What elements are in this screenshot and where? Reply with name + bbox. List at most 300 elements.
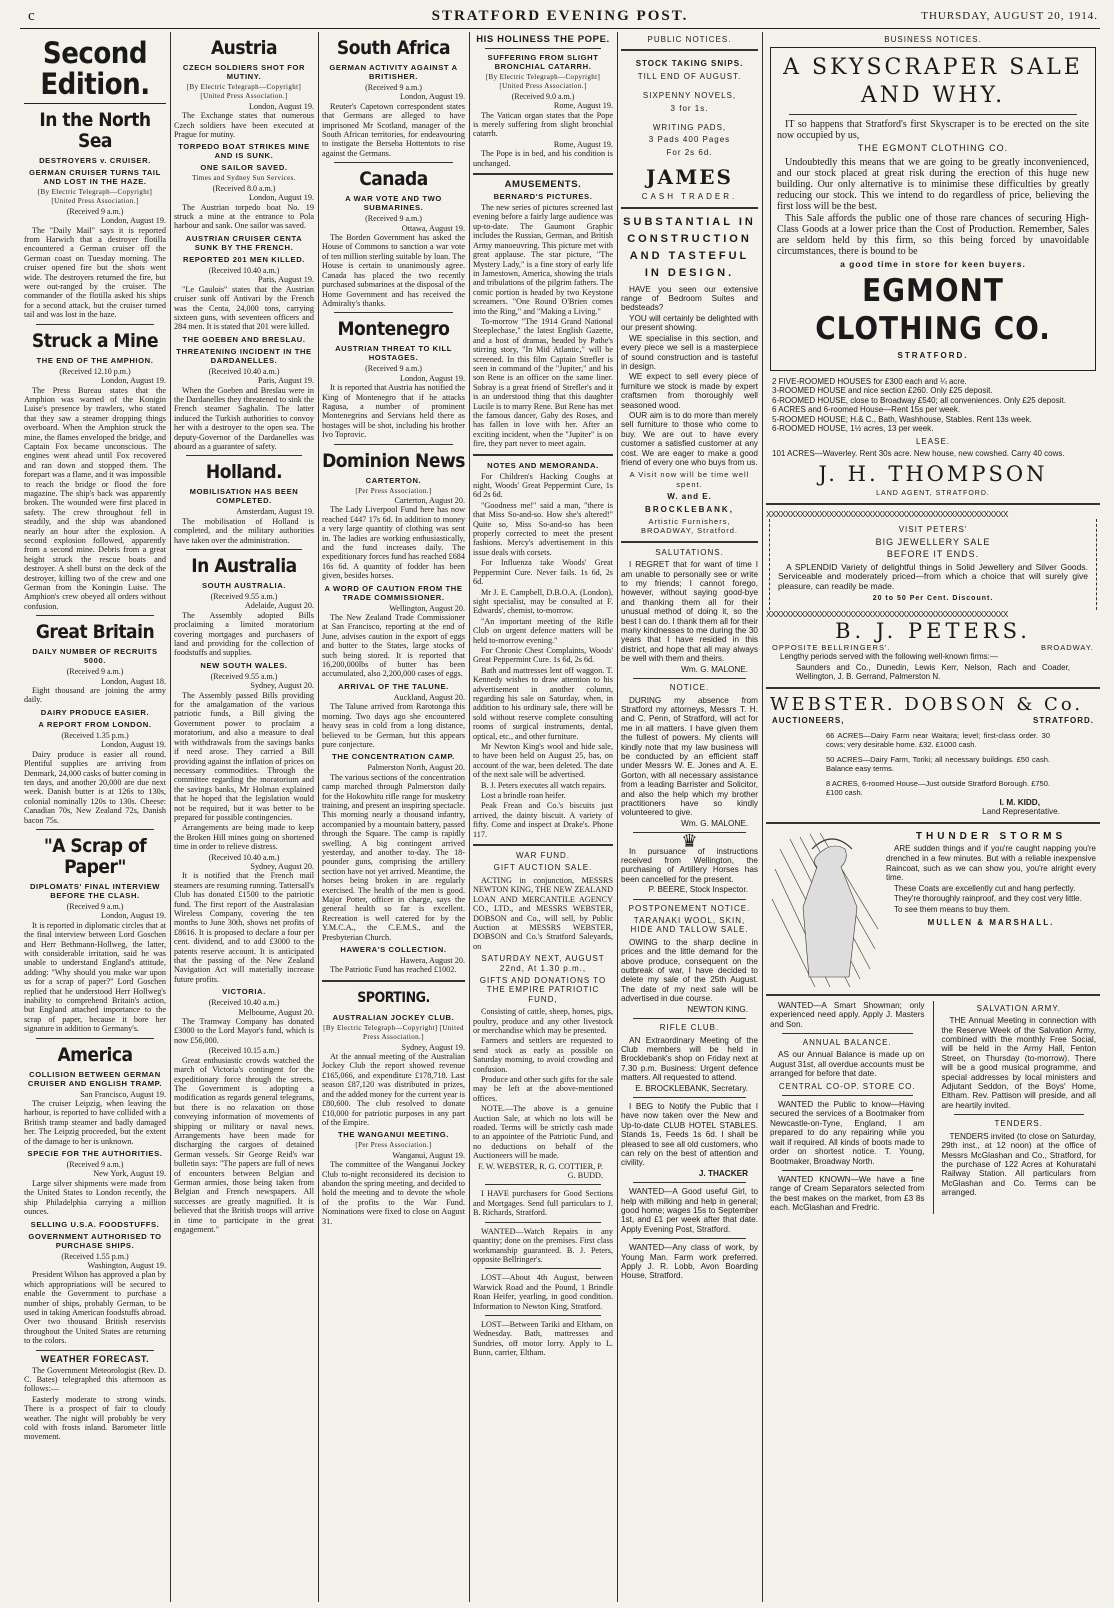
notice-paragraph: In pursuance of instructions received from Wellington, the purchasing of Artillery Horses has been cancelled for the present. bbox=[621, 846, 758, 884]
article-paragraph: It is notified that the French mail steamers are resuming running. Tattersall's Club has donated £1500 to the patriotic fund. The first report of the Australasian Wireless Company, covering the ten months to June 30th, shows net profits of £8616. It is proposed to declare a four per cent. dividend, and to add £3000 to the patents reserve account. It is anticipated that the passing of the New Zealand Navigation Act will materially increase future profits. bbox=[174, 871, 314, 984]
dateline: Sydney, August 20. bbox=[250, 861, 314, 871]
listing-line: 8 ACRES, 6-roomed House—Just outside Stratford Borough. £750. £100 cash. bbox=[826, 779, 1050, 797]
page-mark: c bbox=[28, 8, 35, 24]
signature: J. THACKER bbox=[698, 1168, 748, 1178]
ad-heading: BEFORE IT ENDS. bbox=[886, 549, 980, 560]
article-paragraph: The committee of the Wanganui Jockey Club to-night reconsidered its decision to abandon the spring meeting, and decided to hold the meeting and to devote the whole of the profits to the War Fund. Nominations were fixed to close on August 31. bbox=[322, 1160, 465, 1226]
dateline: London, August 19. bbox=[100, 740, 166, 750]
article-paragraph: For Children's Hacking Coughs at night, Woods' Great Peppermint Cure, 1s 6d 2s 6d. bbox=[473, 471, 613, 500]
article-paragraph: The mobilisation of Holland is completed, and the military authorities have taken over the administration. bbox=[174, 516, 314, 545]
received-line: (Received 10.40 a.m.) bbox=[208, 998, 280, 1008]
received-line: (Received 10.40 a.m.) bbox=[208, 265, 280, 275]
subheading: CZECH SOLDIERS SHOT FOR MUTINY. bbox=[182, 63, 306, 81]
listing-line: 6-ROOMED HOUSE, 1½ acres, 13 per week. bbox=[772, 424, 934, 434]
notice-heading: POSTPONEMENT NOTICE. bbox=[628, 903, 751, 913]
subheading: DAIRY PRODUCE EASIER. bbox=[40, 707, 150, 717]
subheading: THE END OF THE AMPHION. bbox=[36, 355, 154, 365]
divider bbox=[334, 162, 453, 163]
ad-line: 3 for 1s. bbox=[670, 103, 709, 113]
dateline: Rome, August 19. bbox=[553, 139, 613, 149]
dateline: Wellington, August 20. bbox=[389, 603, 465, 613]
divider bbox=[36, 829, 154, 830]
headline: AMUSEMENTS. bbox=[504, 179, 582, 191]
column-rule bbox=[469, 32, 470, 1602]
ad-line: 3 Pads 400 Pages bbox=[648, 135, 731, 145]
article-paragraph: The Borden Government has asked the House of Commons to sanction a war vote of ten million sterling suitable by loan. The House is certain to unanimously agree. Canada has placed the two recently purchased submarines at the disposal of the Home Government and has received the Admiralty's thanks. bbox=[322, 233, 465, 308]
subheading: SUFFERING FROM SLIGHT BRONCHIAL CATARRH. bbox=[487, 53, 599, 71]
notice-heading: NOTICE. bbox=[669, 683, 710, 693]
divider bbox=[186, 455, 302, 456]
divider bbox=[789, 114, 1077, 115]
subheading: MOBILISATION HAS BEEN COMPLETED. bbox=[189, 487, 299, 506]
notice-heading: SALUTATIONS. bbox=[655, 547, 724, 557]
advertiser-sub: BROADWAY. bbox=[1040, 642, 1094, 652]
ad-paragraph: These Coats are excellently cut and hang perfectly. bbox=[894, 883, 1076, 893]
thunder-storms-copy bbox=[886, 829, 1096, 989]
subheading: GERMAN ACTIVITY AGAINST A BRITISHER. bbox=[329, 63, 458, 81]
signature: P. BEERE, Stock Inspector. bbox=[648, 885, 748, 895]
column-rule bbox=[762, 32, 763, 1602]
classified-ad: WANTED—A Smart Showman; only experienced need apply. Apply J. Masters and Son. bbox=[770, 1000, 925, 1029]
advertiser-address bbox=[766, 643, 1100, 652]
divider bbox=[633, 678, 746, 679]
subheading: VICTORIA. bbox=[222, 987, 266, 997]
signature: NEWTON KING. bbox=[687, 1004, 748, 1014]
dateline: London, August 19. bbox=[100, 376, 166, 386]
ad-heading: AND WHY. bbox=[860, 83, 1006, 109]
signature: E. BROCKLEBANK, Secretary. bbox=[635, 1083, 748, 1093]
notice-heading: TENDERS. bbox=[994, 1119, 1043, 1129]
received-line: (Received 9 a.m.) bbox=[66, 901, 124, 911]
signature: CENTRAL CO-OP. STORE CO. bbox=[778, 1081, 916, 1091]
ad-heading: A SKYSCRAPER SALE bbox=[783, 55, 1083, 81]
notice-subheading: TARANAKI WOOL, SKIN, HIDE AND TALLOW SALE. bbox=[630, 916, 749, 935]
dateline: Rome, August 19. bbox=[553, 101, 613, 111]
article-paragraph: The Tramway Company has donated £3000 to the Lord Mayor's fund, which is now £56,000. bbox=[174, 1017, 314, 1045]
credit-line: [Per Press Association.] bbox=[355, 1141, 432, 1150]
ad-paragraph: To see them means to buy them. bbox=[894, 904, 1011, 914]
received-line: (Received 9 a.m.) bbox=[66, 206, 124, 216]
article-paragraph: The Assembly passed Bills providing for the amalgamation of the various patriotic funds, a Bill giving the Government power to proclaim a moratorium, and also a measure to deal with withdrawals from the savings banks if need arose. They carried a Bill providing against the inflation of prices on necessary commodities. Through the committee regarding the moratorium and the savings banks, Mr Holman explained that he hoped that the legislation would not be required, but it was better to be prepared for possible contingencies. bbox=[174, 690, 314, 822]
credit-line: Times and Sydney Sun Services. bbox=[192, 174, 296, 183]
notice-paragraph: I REGRET that for want of time I am unable to personally see or write to my friends; I cannot forego, however, without saying good-bye and thanking them all for their unusual method of doing it, so the best I can do. I thank them all for their many kindnesses to me during the 30 years that I have resided in this district, and hope that all may always be well with them and theirs. bbox=[621, 560, 758, 664]
ad-paragraph: WE specialise in this section, and every piece we sell is a masterpiece of sound construction and is tasteful in design. bbox=[621, 333, 758, 371]
issue-date: THURSDAY, AUGUST 20, 1914. bbox=[921, 10, 1098, 22]
classified-ad: WANTED—A Good useful Girl, to help with milking and help in general; good home; wages 15s to September 1st, and £1 per week after that date. Apply Evening Post, Stratford. bbox=[621, 1187, 758, 1234]
royal-crest-icon: ♛ bbox=[681, 831, 698, 852]
notice-paragraph: DURING my absence from Stratford my attorneys, Messrs T. H. and C. Penn, of Stratford, will act for me in all matters. I have given them the fullest of powers. My clients will kindly note that my law business will be conducted by an efficient staff under Messrs W. E. Jones and A. E. Gorton, with all necessary assistance from a leading Barrister and Solicitor, and also the help which my brother practitioners have so kindly volunteered to give. bbox=[621, 695, 758, 818]
dateline: New York, August 19. bbox=[93, 1169, 166, 1179]
notice-emphasis: SATURDAY NEXT, AUGUST 22nd, At 1.30 p.m., bbox=[481, 954, 605, 973]
credit-line: [By Electric Telegraph—Copyright] [United Press Association.] bbox=[485, 73, 601, 91]
classified-column-right bbox=[942, 1001, 1097, 1214]
column-1 bbox=[24, 32, 166, 1604]
dateline: Melbourne, August 20. bbox=[238, 1007, 314, 1017]
dateline: Wanganui, August 19. bbox=[392, 1150, 465, 1160]
article-paragraph: The Exchange states that numerous Czech soldiers have been executed at Prague for mutiny. bbox=[174, 111, 314, 140]
subheading: TORPEDO BOAT STRIKES MINE AND IS SUNK. bbox=[178, 142, 310, 161]
advertiser-name: JAMES bbox=[646, 165, 733, 190]
classified-ad: WANTED the Public to know—Having secured the services of a Bootmaker from Newcastle-on-Tyne, England, I am prepared to do any repairing while you wait if required. All kinds of boots made to order on shortest notice. T. Young, Bootmaker, Broadway North. bbox=[770, 1100, 925, 1166]
divider bbox=[36, 615, 154, 616]
article-paragraph: Dairy produce is easier all round. Plentiful supplies are arriving from Denmark, 24,000 casks of butter coming in ten days, and another 20,000 are due next week. Danish butter is at 126s to 130s, colonial nominally 120s to 130s. Cheese: Canadian 70s, New Zealand 72s, Danish bacon 75s. bbox=[24, 749, 166, 825]
article-paragraph: "An important meeting of the Rifle Club on urgent defence matters will be held to-morrow evening." bbox=[473, 616, 613, 645]
advertiser-name: BROCKLEBANK, bbox=[645, 504, 734, 514]
dateline: Hawera, August 20. bbox=[399, 956, 465, 966]
notice-paragraph: NOTE.—The above is a genuine Auction Sale, at which no lots will be roaded. Terms will be strictly cash made to an appointee of the Patriotic Fund, and no deductions on behalf of the Auctioneers will be made. bbox=[473, 1104, 613, 1161]
advertiser-sub: CASH TRADER. bbox=[641, 192, 738, 202]
subheading: GIFT AUCTION SALE. bbox=[493, 863, 593, 873]
ad-paragraph: Undoubtedly this means that we are going to be greatly inconvenienced, and our stock placed at great risk during the erection of this huge new building. Our only alternative is to minimise these difficulties by greatly reducing our stock. This we intend to do regardless of price, believing the first loss will be the best. bbox=[777, 156, 1089, 212]
article-paragraph: The Assembly adopted Bills proclaiming a limited moratorium covering mortgages and purchasers of land and providing for the collection of foodstuffs and supplies. bbox=[174, 610, 314, 658]
notice-heading: ANNUAL BALANCE. bbox=[802, 1038, 892, 1048]
notice-paragraph: AN Extraordinary Meeting of the Club members will be held in Brocklebank's shop on Friday next at 7.30 p.m. Business: Urgent defence matters. All requested to attend. bbox=[621, 1035, 758, 1083]
divider bbox=[473, 454, 613, 456]
dateline: London, August 19. bbox=[100, 911, 166, 921]
divider bbox=[334, 312, 453, 313]
divider bbox=[621, 541, 758, 543]
classified-ad: I HAVE purchasers for Good Sections and Mortgages. Send full particulars to J. B. Richards, Stratford. bbox=[473, 1189, 613, 1218]
subheading: AUSTRALIAN JOCKEY CLUB. bbox=[332, 1012, 455, 1022]
signature: I. M. KIDD, bbox=[999, 798, 1040, 807]
article-paragraph: The Press Bureau states that the Amphion was warned of the Konigin Luise's presence by trawlers, who stated that they saw a steamer dropping things overboard. When the Amphion struck the mine, the flames enveloped the bridge, and Captain Fox became unconscious. The engines went ahead until Fox recovered and ran down and stopped them. The forepart was a flame, and it was impossible to reach the bridge or flood the fore magazine. The ship's back was apparently broken. The wounded were first placed in safety. The crew throughout fell in steadily, and the ship was abandoned nearly an hour after the explosion. A second explosion followed, apparently from a second mine. Debris from a great height struck the rescue boats and destroyer. A shell burst on the deck of the destroyer, killing two of the crew and one German from the Koningin Luise. The Amphion's crew obeyed all orders without confusion. bbox=[24, 385, 166, 611]
received-line: (Received 9 a.m.) bbox=[66, 667, 124, 677]
dateline: Amsterdam, August 19. bbox=[236, 507, 314, 517]
dateline: Washington, August 19. bbox=[87, 1260, 166, 1270]
notice-paragraph: AS our Annual Balance is made up on August 31st, all overdue accounts must be arranged for before that date. bbox=[770, 1050, 925, 1079]
subheading: A REPORT FROM LONDON. bbox=[38, 719, 152, 729]
subheading: DAILY NUMBER OF RECRUITS 5000. bbox=[32, 647, 158, 666]
article-paragraph: The cruiser Leipzig, when leaving the harbour, is reported to have collided with a British tramp steamer and badly damaged her. The Leipzig proceeded, but the extent of the damage to her is unknown. bbox=[24, 1099, 166, 1146]
ad-line: 20 to 50 Per Cent. Discount. bbox=[872, 595, 994, 603]
subheading: GOVERNMENT AUTHORISED TO PURCHASE SHIPS. bbox=[28, 1231, 162, 1250]
subheading: GERMAN CRUISER TURNS TAIL AND LOST IN THE HAZE. bbox=[29, 168, 161, 186]
ad-line: VISIT PETERS' bbox=[898, 525, 968, 535]
notice-paragraph: I BEG to Notify the Public that I have now taken over the New and Up-to-date CLUB HOTEL STABLES. Stands 1s, Feeds 1s 6d. I shall be pleased to see all old customers, who can rely on the best of attention and civility. bbox=[621, 1101, 758, 1168]
received-line: (Received 1.55 p.m.) bbox=[61, 1251, 129, 1261]
advertiser-sub: LAND AGENT, STRATFORD. bbox=[876, 489, 990, 497]
advertiser-name: B. J. PETERS. bbox=[835, 618, 1031, 643]
masthead bbox=[20, 6, 1100, 29]
received-line: (Received 1.35 p.m.) bbox=[61, 730, 129, 740]
divider bbox=[633, 1018, 746, 1019]
headline: Dominion News bbox=[322, 449, 465, 472]
raincoat-figure-icon bbox=[770, 829, 880, 989]
divider bbox=[485, 48, 601, 49]
headline: WAR FUND. bbox=[515, 851, 571, 861]
subheading: SELLING U.S.A. FOODSTUFFS. bbox=[30, 1219, 160, 1229]
received-line: (Received 10.40 a.m.) bbox=[208, 366, 280, 376]
divider bbox=[766, 687, 1100, 689]
article-paragraph: For Influenza take Woods' Great Peppermint Cure. Never fails. 1s 6d, 2s 6d. bbox=[473, 558, 613, 587]
divider bbox=[485, 1184, 601, 1185]
headline: In Australia bbox=[191, 555, 297, 577]
subheading: THE GOEBEN AND BRESLAU. bbox=[182, 334, 306, 344]
advertiser-logo: EGMONT CLOTHING CO. bbox=[815, 273, 1051, 348]
subheading: CARTERTON. bbox=[365, 475, 422, 485]
signature: Land Representative. bbox=[982, 807, 1060, 817]
ad-line: SIXPENNY NOVELS, bbox=[642, 91, 737, 101]
notice-heading: SALVATION ARMY. bbox=[976, 1003, 1061, 1013]
ad-heading: THUNDER STORMS bbox=[915, 830, 1067, 842]
ad-paragraph: ARE sudden things and if you're caught napping you're drenched in a few minutes. But with a reliable inexpensive Raincoat, such as we can show you, you're alright every time. bbox=[886, 844, 1096, 883]
article-paragraph: The Patriotic Fund has reached £1002. bbox=[330, 965, 457, 975]
subheading: SPECIE FOR THE AUTHORITIES. bbox=[27, 1149, 163, 1159]
classified-ad: WANTED KNOWN—We have a fine range of Cream Separators selected from the best makes on the market, from £3 8s each. McGlashan and Fredric. bbox=[770, 1174, 925, 1213]
ad-paragraph: This Sale affords the public one of those rare chances of securing High-Class Goods at a lower price than the Cost of Production. Remember, Sales are seldom held by this firm, so this being forced by unavoidable circumstances, there is bound to be bbox=[777, 212, 1089, 257]
notice-paragraph: Consisting of cattle, sheep, horses, pigs, poultry, produce and any other livestock or merchandise which may be presented. bbox=[473, 1007, 613, 1035]
decorative-border: XXXXXXXXXXXXXXXXXXXXXXXXXXXXXXXXXXXXXXXXXXXXXXXXXX bbox=[766, 510, 1008, 520]
dateline: London, August 19. bbox=[399, 373, 465, 383]
article-paragraph: Bath and mattresses lent off waggon. T. Kennedy wishes to draw attention to his advertisement in another column, regarding his sale on Saturday, when, in addition to his ordinary sale, there will be sold without reserve complete consulting rooms of surgical instruments, dental, optical, etc., and other furniture. bbox=[473, 665, 613, 741]
divider bbox=[473, 844, 613, 846]
column-4 bbox=[473, 32, 613, 1604]
article-paragraph: Great enthusiastic crowds watched the march of Victoria's contingent for the expeditionary force through the streets. The Government is adopting a modification as regards general telegrams, but there is no relaxation on those conveying information of movements of shipping or military or naval news. Arrangements have been made for discharging the cargoes of detained German vessels. Sir George Reid's war bulletin says: "The papers are full of news of encounters between Belgian and German armies, those being taken from Belgian and French newspapers. All successes are greatly magnified. It is believed that the British troops will arrive in time to participate in the great engagement." bbox=[174, 1055, 314, 1234]
ad-paragraph: OUR aim is to do more than merely sell furniture to those who come to buy. We are out to have every customer a satisfied customer at any cost. We are eager to make a good friend of every one who buys from us. bbox=[621, 410, 758, 467]
article-paragraph: The "Daily Mail" says it is reported from Harwich that a destroyer flotilla encountered a German cruiser off the German coast on Tuesday morning. The cruiser opened fire but the shots went wide. The destroyers returned the fire, but were out-ranged by the cruiser. The commander of the flotilla asked his ships for a second attack, but the cruiser turned tail and was lost in the haze. bbox=[24, 225, 166, 320]
credit-line: [By Electric Telegraph—Copyright] [United Press Association.] bbox=[186, 83, 302, 101]
subheading: THE WANGANUI MEETING. bbox=[338, 1130, 449, 1140]
advertiser-address bbox=[766, 716, 1100, 725]
article-paragraph: "Le Gaulois" states that the Austrian cruiser sunk off Antivari by the French was the Centa, 24,000 tons, carrying sixteen guns, with seventeen officers and 284 men. It is stated that 201 were killed. bbox=[174, 284, 314, 332]
headline: Canada bbox=[359, 168, 428, 191]
ad-line: TILL END OF AUGUST. bbox=[637, 71, 742, 81]
headline: SPORTING. bbox=[357, 989, 430, 1006]
headline: In the North Sea bbox=[39, 109, 151, 152]
credit-line: [Per Press Association.] bbox=[355, 486, 432, 495]
divider bbox=[36, 1350, 154, 1351]
subheading: ONE SAILOR SAVED. bbox=[200, 163, 288, 173]
notice-paragraph: Farmers and settlers are requested to send stock as early as possible on Saturday morning, to avoid crowding and confusion. bbox=[473, 1036, 613, 1074]
skyscraper-sale-ad bbox=[770, 47, 1096, 370]
headline: Struck a Mine bbox=[31, 329, 159, 352]
divider bbox=[473, 173, 613, 175]
credit-line: [By Electric Telegraph—Copyright] [United Press Association.] bbox=[323, 1023, 464, 1042]
article-paragraph: To-morrow "The 1914 Grand National Steeplechase," the latest English Gazette, and a host of dramas, headed by Pathe's stirring story, "In Mid Atlantic," will be screened. In this film Captain Strefler is seen in command of the "Jupiter," and his son Rene is an officer on the same liner. Sobray is a great friend of Strefler's and it is an understood thing that this daughter Lucile is to marry Rene. But Rene has met the famous dancer, Gaby des Roses, and has fallen in love with her. After an exciting incident, when the "Jupiter" is on fire, they part never to meet again. bbox=[473, 316, 613, 449]
listing-line: 5-ROOMED HOUSE; H.& C., Bath, Washhouse, Stables. Rent 13s week. bbox=[772, 414, 1032, 424]
headline: Montenegro bbox=[337, 318, 450, 341]
column-2 bbox=[174, 32, 314, 1604]
ad-paragraph: WE expect to sell every piece of furniture we stock is made by expert craftsmen from thoroughly well seasoned wood. bbox=[621, 372, 758, 410]
column-rule bbox=[318, 32, 319, 1602]
article-paragraph: Peak Frean and Co.'s biscuits just arrived, the dainty biscuit. A variety of fifty. Come and inspect at Drake's. Phone 117. bbox=[473, 801, 613, 839]
ad-paragraph: YOU will certainly be delighted with our present showing. bbox=[621, 313, 758, 333]
column-5 bbox=[621, 32, 758, 1604]
signature: F. W. WEBSTER, R. G. COTTIER, P. G. BUDD. bbox=[478, 1161, 603, 1181]
divider bbox=[322, 980, 465, 982]
article-paragraph: Reuter's Capetown correspondent states that Germans are alleged to have imprisoned Mr Scotland, manager of the South African territories, for endeavouring to instigate the Berseba Hottentots to rise against the Germans. bbox=[322, 101, 465, 158]
article-paragraph: President Wilson has approved a plan by which appropriations will be secured to enable the Government to purchase a number of ships, probably German, to be used in taking American foodstuffs abroad. Over two thousand British reservists throughout the United States are returning to the colors. bbox=[24, 1270, 166, 1346]
dateline: London, August 18. bbox=[100, 676, 166, 686]
divider bbox=[954, 1114, 1085, 1115]
subheading: REPORTED 201 MEN KILLED. bbox=[183, 254, 305, 264]
article-paragraph: The Talune arrived from Rarotonga this morning. Two days ago she encountered heavy seas in cold from a long distance, believed to be German, but this appears pure conjecture. bbox=[322, 702, 465, 749]
article-paragraph: The Government Meteorologist (Rev. D. C. Bates) telegraphed this afternoon as follows:— bbox=[24, 1365, 166, 1394]
article-paragraph: The various sections of the concentration camp marched through Palmerston daily for the Hokowhitu rifle range for musketry training, and present an inspiring spectacle. This morning nearly a thousand infantry, accompanied by a mountain battery, passed through the Square. The camp is rapidly swelling. A big contingent arrived yesterday, and another to-day. The 18-pounder guns, comprising the artillery section have not yet arrived. Meantime, the horses being broken in are regularly exercised. The health of the men is good. Major Potter, officer in charge, says the general health so far is excellent. Recreation is well catered for by the Y.M.C.A., the C.E.M.S., and the Presbyterian Church. bbox=[322, 772, 465, 942]
received-line: (Received 8.0 a.m.) bbox=[212, 183, 276, 193]
notice-heading: RIFLE CLUB. bbox=[659, 1023, 720, 1033]
dateline: Paris, August 19. bbox=[258, 376, 314, 386]
divider bbox=[633, 1097, 746, 1098]
article-paragraph: Mr J. E. Campbell, D.B.O.A. (London), sight specialist, may be consulted at F. Edwards', chemist, to-morrow. bbox=[473, 587, 613, 616]
raincoat-illustration bbox=[770, 829, 880, 989]
received-line: (Received 9.0 a.m.) bbox=[511, 91, 575, 101]
divider bbox=[485, 1315, 601, 1316]
property-listings bbox=[766, 377, 1100, 459]
received-line: (Received 9.55 a.m.) bbox=[210, 592, 278, 601]
column-rule bbox=[933, 1001, 934, 1214]
dateline: Ottawa, August 19. bbox=[401, 223, 465, 233]
article-paragraph: The Lady Liverpool Fund here has now reached £447 17s 6d. In addition to money a very large quantity of clothing was sent in. The ladies are working enthusiastically, and the fund increases daily. The expeditionary forces fund has reached £684 16s 6d. A quantity of fodder has been given, besides horses. bbox=[322, 505, 465, 581]
ad-paragraph: Saunders and Co., Dunedin, Lewis Kerr, Nelson, Rach and Coader, Wellington, J. B. Gerrand, Palmerston N. bbox=[796, 662, 1070, 682]
signature: Wm. G. MALONE. bbox=[681, 664, 748, 674]
divider bbox=[633, 1182, 746, 1183]
article-paragraph: The new series of pictures screened last evening before a fairly large audience was up-to-date. The Gaumont Graphic includes the Russian, German, and British Army manoeuvring. This picture met with great applause. The star picture, "The Mystery Lady," is a fine story of early life in Jamestown, America, showing the trials and tribulations of the pilgrim fathers. The comic portion is headed by two Keystone screamers. "One Round O'Brien comes into the Ring," and "Making a Living." bbox=[473, 203, 613, 316]
classified-section bbox=[766, 1001, 1100, 1214]
ad-line: a good time in store for keen buyers. bbox=[840, 258, 1026, 269]
ad-paragraph: They're thoroughly rainproof, and they cost very little. bbox=[894, 894, 1082, 904]
listing-line: 2 FIVE-ROOMED HOUSES for £300 each and ¼ acre. bbox=[772, 376, 967, 386]
divider bbox=[766, 503, 1100, 505]
divider bbox=[334, 444, 453, 445]
subheading: AUSTRIAN THREAT TO KILL HOSTAGES. bbox=[335, 344, 452, 363]
subheading: NEW SOUTH WALES. bbox=[200, 660, 288, 670]
advertiser-sub: Artistic Furnishers, BROADWAY, Stratford. bbox=[641, 517, 738, 536]
dateline: Sydney, August 19. bbox=[401, 1042, 465, 1052]
divider bbox=[485, 1222, 601, 1223]
dateline: Palmerston North, August 20. bbox=[367, 763, 465, 773]
classified-ad: WANTED—Watch Repairs in any quantity; done on the premises. First class workmanship guaranteed. B. J. Peters, opposite Bellringer's. bbox=[473, 1226, 613, 1264]
article-paragraph: It is reported in diplomatic circles that at the final interview between Lord Goschen and Herr Bethmann-Hollweg, the latter, with considerable irritation, said he was unable to understand England's attitude, adding: "Why should you make war upon us for a scrap of paper?" Lord Goschen replied that he understood Herr Hollweg's inability to comprehend Britain's action, but England attached importance to the scrap of paper, because it bore her signature in addition to Germany's. bbox=[24, 920, 166, 1034]
signature: Wm. G. MALONE. bbox=[681, 818, 748, 828]
article-paragraph: Arrangements are being made to keep the Broken Hill mines going on shortened time in order to relieve distress. bbox=[174, 823, 314, 852]
received-line: (Received 12.10 p.m.) bbox=[59, 366, 131, 376]
received-line: (Received 9.55 a.m.) bbox=[210, 671, 278, 681]
column-3 bbox=[322, 32, 465, 1604]
divider bbox=[186, 549, 302, 550]
headline: America bbox=[57, 1043, 133, 1066]
article-paragraph: B. J. Peters executes all watch repairs. bbox=[481, 780, 607, 790]
divider bbox=[782, 1170, 913, 1171]
notice-paragraph: Produce and other such gifts for the sale may be left at the above-mentioned offices. bbox=[473, 1075, 613, 1103]
notice-paragraph: TENDERS invited (to close on Saturday, 29th inst., at 12 noon) at the office of Messrs McGlashan and Co., Stratford, for the purchase of 122 Acres at Kohuratahi Railway Station. All particulars from McGlashan and Co. Terms can be arranged. bbox=[941, 1131, 1096, 1198]
subheading: A WAR VOTE AND TWO SUBMARINES. bbox=[345, 194, 442, 213]
newspaper-title: STRATFORD EVENING POST. bbox=[431, 8, 689, 24]
dateline: London, August 19. bbox=[100, 216, 166, 226]
advertiser-sub: STRATFORD. bbox=[1033, 715, 1094, 725]
advertiser-name: J. H. THOMPSON bbox=[818, 461, 1048, 486]
advertiser-sub: STRATFORD. bbox=[897, 351, 969, 361]
listing-line: 6-ROOMED HOUSE, close to Broadway £540; all conveniences. Only £25 deposit. bbox=[772, 395, 1066, 405]
ad-paragraph: Lengthy periods served with the following well-known firms:— bbox=[780, 652, 998, 662]
headline: "A Scrap of Paper" bbox=[43, 834, 147, 878]
dateline: Sydney, August 20. bbox=[250, 681, 314, 691]
received-line: (Received 9 a.m.) bbox=[365, 214, 422, 224]
article-paragraph: "Goodness me!" said a man, "there is that Miss So-and-so. How she's altered!" Quite so, Miss So-and-so has been properly corrected to meet the present fashions. Mercy's advertisement in this issue deals with corsets. bbox=[473, 500, 613, 557]
article-paragraph: Lost a brindle roan heifer. bbox=[481, 791, 566, 801]
subheading: A WORD OF CAUTION FROM THE TRADE COMMISSIONER. bbox=[324, 583, 463, 602]
subheading: BERNARD'S PICTURES. bbox=[493, 192, 593, 202]
article-paragraph: At the annual meeting of the Australian Jockey Club the report showed revenue £165,066, and expenditure £178,718. Last season £87,120 was distributed in prizes, and the added money for the current year is £80,600. The club resolved to donate £10,000 for patriotic purposes in any part of the Empire. bbox=[322, 1052, 465, 1127]
article-paragraph: The Vatican organ states that the Pope is merely suffering from slight bronchial catarrh. bbox=[473, 110, 613, 139]
decorative-border: XXXXXXXXXXXXXXXXXXXXXXXXXXXXXXXXXXXXXXXXXXXXXXXXXX bbox=[766, 609, 1008, 619]
section-header: PUBLIC NOTICES. bbox=[647, 35, 732, 44]
classified-ad: WANTED—Any class of work, by Young Man. Farm work preferred. Apply J. R. Lobb, Avon Boarding House, Stratford. bbox=[621, 1243, 758, 1281]
subheading: HAWERA'S COLLECTION. bbox=[340, 945, 447, 955]
column-6 bbox=[766, 32, 1100, 1604]
notice-emphasis: GIFTS AND DONATIONS TO THE EMPIRE PATRIOTIC FUND, bbox=[479, 975, 607, 1004]
headline: HIS HOLINESS THE POPE. bbox=[476, 34, 610, 45]
subheading: THREATENING INCIDENT IN THE DARDANELLES. bbox=[176, 346, 312, 365]
headline: NOTES AND MEMORANDA. bbox=[487, 460, 599, 470]
subheading: THE CONCENTRATION CAMP. bbox=[332, 752, 455, 762]
credit-line: [By Electric Telegraph—Copyright] bbox=[37, 188, 153, 196]
listing-line: 6 ACRES and 6-roomed House—Rent 15s per week. bbox=[772, 405, 961, 415]
divider bbox=[621, 207, 758, 209]
subheading: DESTROYERS v. CRUISER. bbox=[39, 156, 151, 165]
divider bbox=[782, 1033, 913, 1034]
credit-line: [United Press Association.] bbox=[51, 197, 139, 206]
article-paragraph: Eight thousand are joining the army daily. bbox=[24, 686, 166, 705]
edition-heading: Second Edition. bbox=[24, 38, 166, 104]
listing-heading: LEASE. bbox=[915, 436, 950, 446]
divider bbox=[36, 324, 154, 325]
dateline: London, August 19. bbox=[248, 101, 314, 111]
article-paragraph: It is reported that Austria has notified the King of Montenegro that if he attacks Ragusa, a number of prominent Montenegrins and Servians held there as hostages will be shot, including his brother Ivo Toprovic. bbox=[322, 383, 465, 440]
advertiser-name: MULLEN & MARSHALL. bbox=[927, 917, 1055, 927]
listing-line: 101 ACRES—Waverley. Rent 30s acre. New house, new cowshed. Carry 40 cows. bbox=[772, 449, 1065, 459]
advertiser-name: WEBSTER. DOBSON & Co. bbox=[770, 693, 1084, 715]
classified-column-left bbox=[770, 1001, 925, 1214]
subheading: COLLISION BETWEEN GERMAN CRUISER AND ENGLISH TRAMP. bbox=[27, 1069, 163, 1088]
dateline: London, August 19. bbox=[399, 92, 465, 102]
listing-line: 66 ACRES—Dairy Farm near Waitara; level; first-class order. 30 cows; very desirable home. £32. £1000 cash. bbox=[826, 731, 1050, 749]
article-paragraph: Easterly moderate to strong winds. There is a prospect of fair to cloudy weather. The night will probably be very cold with frosts inland. Barometer little movement. bbox=[24, 1394, 166, 1442]
divider bbox=[621, 49, 758, 51]
property-listings bbox=[766, 725, 1100, 797]
ad-heading: STOCK TAKING SNIPS. bbox=[635, 59, 744, 69]
received-line: (Received 9 a.m.) bbox=[365, 364, 422, 374]
subheading: WEATHER FORECAST. bbox=[40, 1353, 150, 1364]
advertiser-name: W. and E. bbox=[667, 492, 712, 502]
notice-paragraph: ACTING in conjunction, MESSRS NEWTON KING, THE NEW ZEALAND LOAN AND MERCANTILE AGENCY CO., LTD., and MESSRS WEBSTER, DOBSON and Co., will sell, by Public Auction at MESSRS WEBSTER, DOBSON and Co.'s Stratford Saleyards, on bbox=[473, 875, 613, 951]
received-line: (Received 10.40 a.m.) bbox=[208, 852, 280, 862]
divider bbox=[633, 899, 746, 900]
divider bbox=[766, 822, 1100, 824]
column-rule bbox=[170, 32, 171, 1602]
article-paragraph: Mr Newton King's wool and hide sale, to have been held on August 25, has, on account of the war, been deleted. The date of the next sale will be advertised. bbox=[473, 742, 613, 780]
article-paragraph: When the Goeben and Breslau were in the Dardanelles they threatened to sink the French steamer Saghalin. The latter induced the Turkish authorities to convoy her with a destroyer to the open sea. The deputy-Governor of the Dardanelles was aboard as a guarantee of safety. bbox=[174, 385, 314, 451]
advertiser-sub: AUCTIONEERS, bbox=[772, 715, 845, 725]
advertiser-sub: OPPOSITE BELLRINGERS'. bbox=[772, 642, 891, 652]
subheading: DIPLOMATS' FINAL INTERVIEW BEFORE THE CLASH. bbox=[29, 881, 161, 900]
ad-line: A Visit now will be time well spent. bbox=[629, 470, 750, 489]
divider bbox=[782, 1095, 913, 1096]
dateline: Carterton, August 20. bbox=[394, 495, 465, 505]
notice-paragraph: OWING to the sharp decline in prices and the little demand for the above produce, consequent on the outbreak of war, I have decided to delete my sale of the 25th August. The date of my next sale will be advertised in due course. bbox=[621, 937, 758, 1004]
received-line: (Received 10.15 a.m.) bbox=[208, 1046, 280, 1056]
divider bbox=[633, 1238, 746, 1239]
subheading: ARRIVAL OF THE TALUNE. bbox=[338, 681, 449, 691]
divider bbox=[36, 1038, 154, 1039]
dateline: Adelaide, August 20. bbox=[244, 601, 314, 611]
article-paragraph: The Pope is in bed, and his condition is unchanged. bbox=[473, 149, 613, 168]
article-paragraph: For Chronic Chest Complaints, Woods' Great Peppermint Cure. 1s 6d, 2s 6d. bbox=[473, 645, 613, 665]
classified-ad: LOST—Between Tariki and Eltham, on Wednesday. Bath, mattresses and Sundries, off motor lorry. Apply to L. Bunn, carrier, Eltham. bbox=[473, 1319, 613, 1358]
ad-line: For 2s 6d. bbox=[666, 147, 713, 157]
listing-line: 3-ROOMED HOUSE and nice section £260. Only £25 deposit. bbox=[772, 386, 993, 396]
dateline: Auckland, August 20. bbox=[393, 692, 465, 702]
